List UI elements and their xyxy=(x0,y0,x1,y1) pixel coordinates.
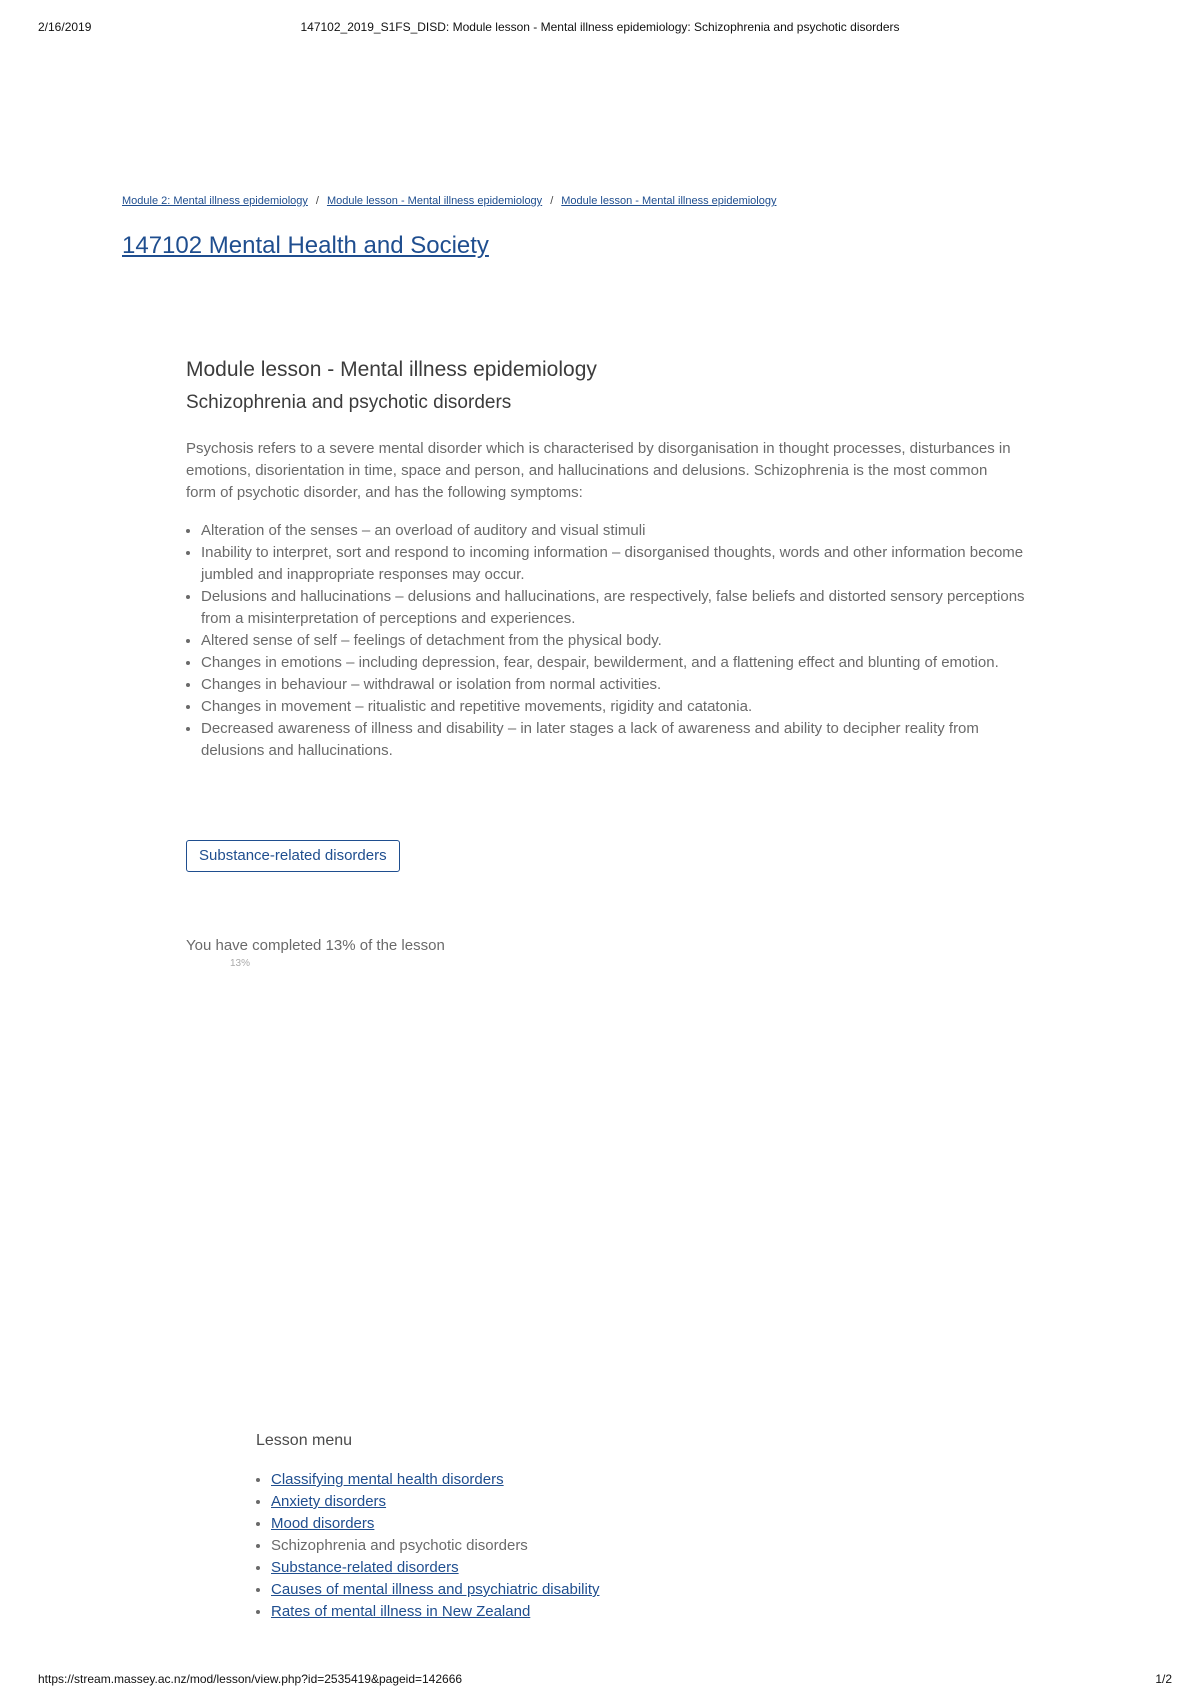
lesson-menu-item xyxy=(271,1491,599,1513)
list-item: • Delusions and hallucinations – delusions and hallucinations, are respectively, false beliefs and distorted sensory perceptions from a misinterpretation of perceptions and experiences. xyxy=(201,586,1041,630)
lesson-menu-link-causes[interactable]: Causes of mental illness and psychiatric disability xyxy=(271,1581,600,1598)
page-title: Schizophrenia and psychotic disorders xyxy=(186,392,512,413)
progress-text: You have completed 13% of the lesson xyxy=(186,937,445,954)
list-item: • Changes in emotions – including depression, fear, despair, bewilderment, and a flattening effect and blunting of emotion. xyxy=(201,652,1041,674)
lesson-menu-link-classifying[interactable]: Classifying mental health disorders xyxy=(271,1471,504,1488)
lesson-menu-item xyxy=(271,1469,599,1491)
print-url: https://stream.massey.ac.nz/mod/lesson/view.php?id=2535419&pageid=142666 xyxy=(38,1672,463,1686)
print-page-title: 147102_2019_S1FS_DISD: Module lesson - Mental illness epidemiology: Schizophrenia and psychotic disorders xyxy=(300,20,900,34)
list-item: • Changes in behaviour – withdrawal or isolation from normal activities. xyxy=(201,674,1041,696)
list-item: • Inability to interpret, sort and respond to incoming information – disorganised thoughts, words and other information become jumbled and inappropriate responses may occur. xyxy=(201,542,1041,586)
list-item: • Changes in movement – ritualistic and repetitive movements, rigidity and catatonia. xyxy=(201,696,1041,718)
breadcrumb-item-lesson[interactable]: Module lesson - Mental illness epidemiology xyxy=(326,195,543,207)
lesson-title: Module lesson - Mental illness epidemiology xyxy=(186,358,597,381)
print-date: 2/16/2019 xyxy=(38,20,92,34)
symptom-list xyxy=(186,520,1041,762)
next-page-button[interactable]: Substance-related disorders xyxy=(186,840,400,872)
lesson-menu-item-current: • Schizophrenia and psychotic disorders xyxy=(271,1535,599,1557)
lesson-menu-link-mood[interactable]: Mood disorders xyxy=(271,1515,375,1532)
lesson-menu-title: Lesson menu xyxy=(256,1432,353,1449)
lesson-menu-item xyxy=(271,1513,599,1535)
lesson-menu-item xyxy=(271,1557,599,1579)
breadcrumb-separator: / xyxy=(315,195,319,207)
breadcrumb-item-module[interactable]: Module 2: Mental illness epidemiology xyxy=(122,195,308,207)
lesson-menu-link-substance[interactable]: Substance-related disorders xyxy=(271,1559,459,1576)
lesson-menu-item xyxy=(271,1601,599,1623)
list-item: • Decreased awareness of illness and disability – in later stages a lack of awareness and ability to decipher reality from delusions and hallucinations. xyxy=(201,718,1041,762)
intro-paragraph: Psychosis refers to a severe mental disorder which is characterised by disorganisation in thought processes, disturbances in emotions, disorientation in time, space and person, and hallucinations and delusions. Schizophrenia is the most common form of psychotic disorder, and has the following symptoms: xyxy=(186,440,1011,501)
print-page-number: 1/2 xyxy=(1155,1672,1172,1686)
lesson-menu-link-rates[interactable]: Rates of mental illness in New Zealand xyxy=(271,1603,531,1620)
progress-percent-label: 13% xyxy=(230,958,251,969)
list-item: • Alteration of the senses – an overload of auditory and visual stimuli xyxy=(201,520,1041,542)
lesson-menu-list xyxy=(256,1469,599,1623)
list-item: • Altered sense of self – feelings of detachment from the physical body. xyxy=(201,630,1041,652)
course-title-link[interactable]: 147102 Mental Health and Society xyxy=(122,232,489,259)
lesson-menu-link-anxiety[interactable]: Anxiety disorders xyxy=(271,1493,387,1510)
breadcrumb-item-current[interactable]: Module lesson - Mental illness epidemiology xyxy=(561,195,777,207)
breadcrumb-separator: / xyxy=(550,195,554,207)
breadcrumb xyxy=(122,195,776,207)
lesson-menu-item xyxy=(271,1579,599,1601)
